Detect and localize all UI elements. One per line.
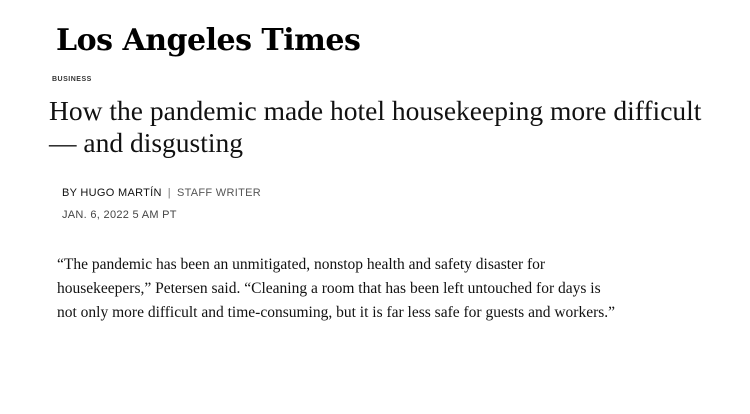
masthead-logo[interactable]: Los Angeles Times [56,23,361,58]
article-headline: How the pandemic made hotel housekeeping more difficult — and disgusting [49,95,702,158]
byline-separator: | [167,187,171,199]
author-role: STAFF WRITER [176,187,261,199]
article-paragraph: “The pandemic has been an unmitigated, nonstop health and safety disaster for housekeepers,” Petersen said. “Cleaning a room that has been left untouched for days is not only more difficult and time-consuming, but it is far less safe for guests and workers.” [57,256,616,321]
byline [62,188,261,199]
publish-date: JAN. 6, 2022 5 AM PT [62,209,177,221]
section-label[interactable]: BUSINESS [52,76,92,83]
author-name[interactable]: BY HUGO MARTÍN [62,187,162,199]
